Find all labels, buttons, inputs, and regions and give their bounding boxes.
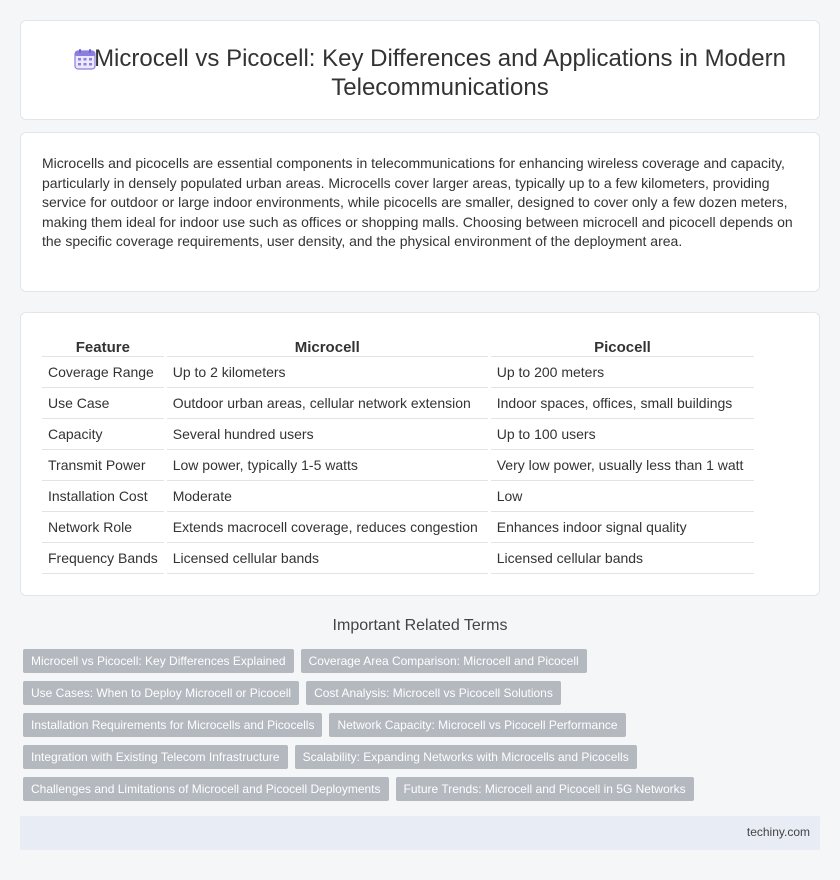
related-term-tag[interactable]: Integration with Existing Telecom Infrastructure [23, 745, 288, 769]
table-row [42, 480, 754, 511]
table-cell: Licensed cellular bands [489, 542, 754, 573]
table-row [42, 387, 754, 418]
page-title: Microcell vs Picocell: Key Differences and Applications in Modern Telecommunications [94, 45, 786, 101]
related-term-tag[interactable]: Coverage Area Comparison: Microcell and Picocell [301, 649, 587, 673]
column-header: Microcell [165, 333, 489, 356]
table-cell: Frequency Bands [42, 542, 165, 573]
table-cell: Very low power, usually less than 1 watt [489, 449, 754, 480]
table-cell: Several hundred users [165, 418, 489, 449]
table-cell: Transmit Power [42, 449, 165, 480]
table-cell: Up to 200 meters [489, 356, 754, 387]
related-term-tag[interactable]: Future Trends: Microcell and Picocell in 5G Networks [396, 777, 694, 801]
intro-card [20, 132, 820, 292]
related-term-tag[interactable]: Use Cases: When to Deploy Microcell or Picocell [23, 681, 299, 705]
footer-site[interactable]: techiny.com [746, 825, 810, 839]
table-cell: Low power, typically 1-5 watts [165, 449, 489, 480]
related-term-tag[interactable]: Network Capacity: Microcell vs Picocell Performance [329, 713, 625, 737]
related-term-tag[interactable]: Microcell vs Picocell: Key Differences Explained [23, 649, 294, 673]
related-term-tag[interactable]: Cost Analysis: Microcell vs Picocell Solutions [306, 681, 561, 705]
table-cell: Moderate [165, 480, 489, 511]
table-row [42, 418, 754, 449]
table-cell: Low [489, 480, 754, 511]
table-cell: Capacity [42, 418, 165, 449]
table-header-row [42, 333, 754, 356]
table-cell: Up to 100 users [489, 418, 754, 449]
table-cell: Use Case [42, 387, 165, 418]
tag-row [23, 777, 803, 801]
table-cell: Network Role [42, 511, 165, 542]
table-row [42, 449, 754, 480]
related-term-tag[interactable]: Scalability: Expanding Networks with Microcells and Picocells [295, 745, 637, 769]
comparison-table [42, 333, 754, 574]
related-term-tag[interactable]: Installation Requirements for Microcells and Picocells [23, 713, 322, 737]
related-terms-list [23, 649, 803, 809]
table-cell: Extends macrocell coverage, reduces congestion [165, 511, 489, 542]
tag-row [23, 681, 803, 705]
related-term-tag[interactable]: Challenges and Limitations of Microcell and Picocell Deployments [23, 777, 389, 801]
header-card [20, 20, 820, 120]
table-cell: Installation Cost [42, 480, 165, 511]
table-cell: Licensed cellular bands [165, 542, 489, 573]
table-cell: Outdoor urban areas, cellular network extension [165, 387, 489, 418]
column-header: Picocell [489, 333, 754, 356]
table-row [42, 542, 754, 573]
comparison-table-card [20, 312, 820, 596]
footer [20, 816, 820, 850]
column-header: Feature [42, 333, 165, 356]
tag-row [23, 713, 803, 737]
intro-text: Microcells and picocells are essential components in telecommunications for enhancing wireless coverage and capacity, particularly in densely populated urban areas. Microcells cover larger areas, typically up to a few kilometers, providing service for outdoor or large indoor environments, while picocells are smaller, designed to cover only a few dozen meters, making them ideal for indoor use such as offices or shopping malls. Choosing between microcell and picocell depends on the specific coverage requirements, user density, and the physical environment of the deployment area. [42, 155, 793, 250]
related-terms-title: Important Related Terms [332, 617, 508, 634]
table-row [42, 356, 754, 387]
table-row [42, 511, 754, 542]
table-cell: Indoor spaces, offices, small buildings [489, 387, 754, 418]
table-cell: Enhances indoor signal quality [489, 511, 754, 542]
tag-row [23, 745, 803, 769]
tag-row [23, 649, 803, 673]
table-cell: Coverage Range [42, 356, 165, 387]
table-cell: Up to 2 kilometers [165, 356, 489, 387]
